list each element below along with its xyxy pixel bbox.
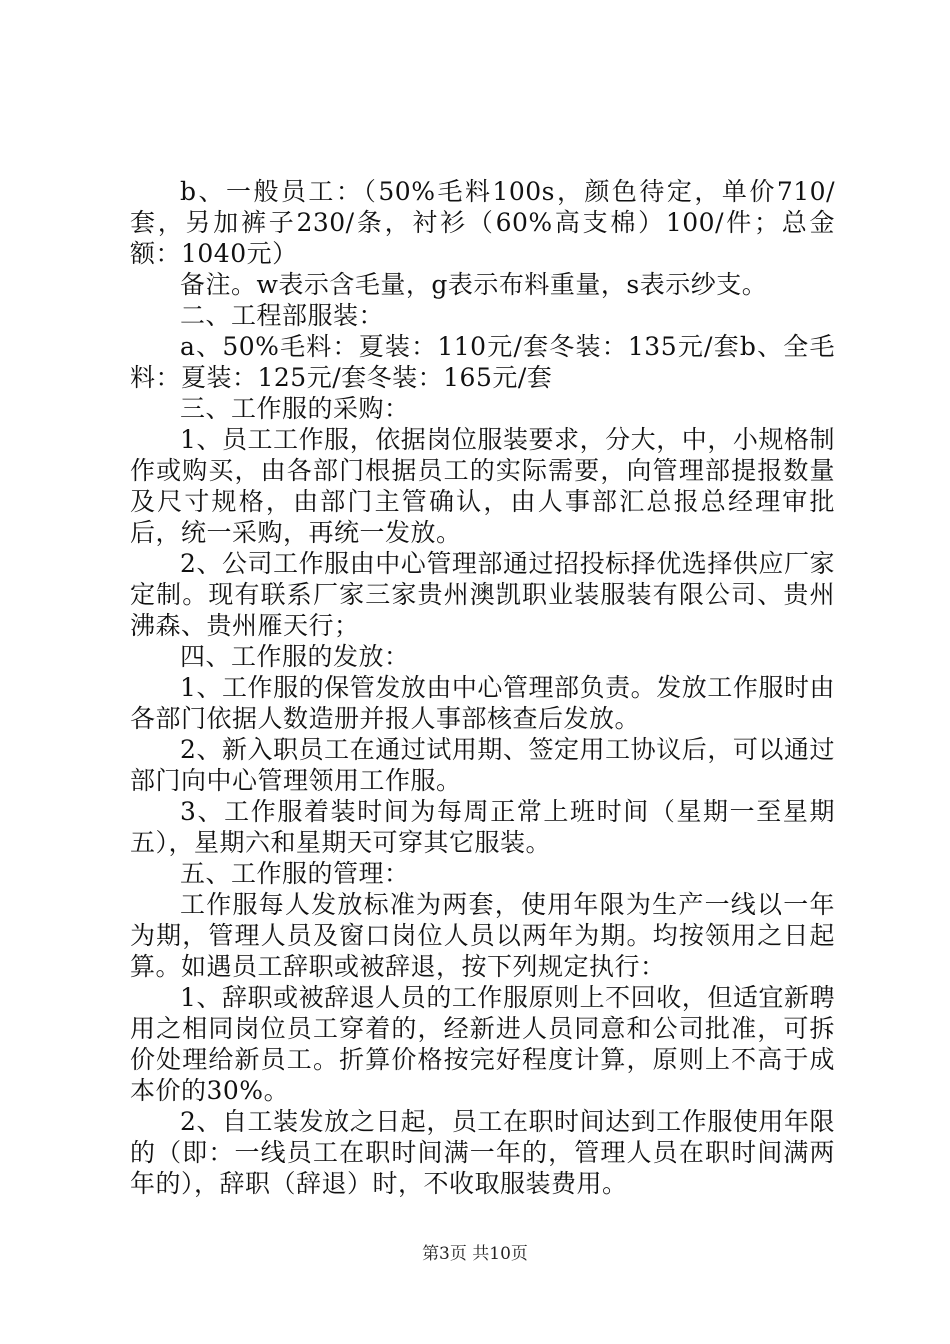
paragraph-remark: 备注。w表示含毛量，g表示布料重量，s表示纱支。 <box>180 270 768 299</box>
heading-engineering-uniform: 二、工程部服装： <box>180 301 385 330</box>
paragraph-management-1: 1、辞职或被辞退人员的工作服原则上不回收，但适宜新聘用之相同岗位员工穿着的，经新进人员同意和公司批准，可拆价处理给新员工。折算价格按完好程度计算，原则上不高于成本价的30%。 <box>130 983 835 1105</box>
paragraph-management-2: 2、自工装发放之日起，员工在职时间达到工作服使用年限的（即：一线员工在职时间满一年的，管理人员在职时间满两年的），辞职（辞退）时，不收取服装费用。 <box>130 1107 835 1198</box>
paragraph-distribution-3: 3、工作服着装时间为每周正常上班时间（星期一至星期五），星期六和星期天可穿其它服装。 <box>130 797 835 857</box>
heading-procurement: 三、工作服的采购： <box>180 394 410 423</box>
paragraph-procurement-2: 2、公司工作服由中心管理部通过招投标择优选择供应厂家定制。现有联系厂家三家贵州澳凯职业装服装有限公司、贵州沸森、贵州雁天行； <box>130 549 835 640</box>
heading-distribution: 四、工作服的发放： <box>180 642 410 671</box>
paragraph-distribution-1: 1、工作服的保管发放由中心管理部负责。发放工作服时由各部门依据人数造册并报人事部核查后发放。 <box>130 673 835 733</box>
paragraph-engineering-prices: a、50%毛料：夏装：110元/套冬装：135元/套b、全毛料：夏装：125元/套冬装：165元/套 <box>130 332 835 392</box>
paragraph-procurement-1: 1、员工工作服，依据岗位服装要求，分大，中，小规格制作或购买，由各部门根据员工的实际需要，向管理部提报数量及尺寸规格，由部门主管确认，由人事部汇总报总经理审批后，统一采购，再统一发放。 <box>130 425 835 547</box>
page-number-footer: 第3页 共10页 <box>422 1244 528 1264</box>
heading-management: 五、工作服的管理： <box>180 859 410 888</box>
paragraph-distribution-2: 2、新入职员工在通过试用期、签定用工协议后，可以通过部门向中心管理领用工作服。 <box>130 735 835 795</box>
paragraph-general-staff: b、一般员工：（50%毛料100s，颜色待定，单价710/套，另加裤子230/条，衬衫（60%高支棉）100/件；总金额：1040元） <box>130 177 835 268</box>
paragraph-management-intro: 工作服每人发放标准为两套，使用年限为生产一线以一年为期，管理人员及窗口岗位人员以两年为期。均按领用之日起算。如遇员工辞职或被辞退，按下列规定执行： <box>130 890 835 981</box>
document-body <box>130 176 835 1199</box>
